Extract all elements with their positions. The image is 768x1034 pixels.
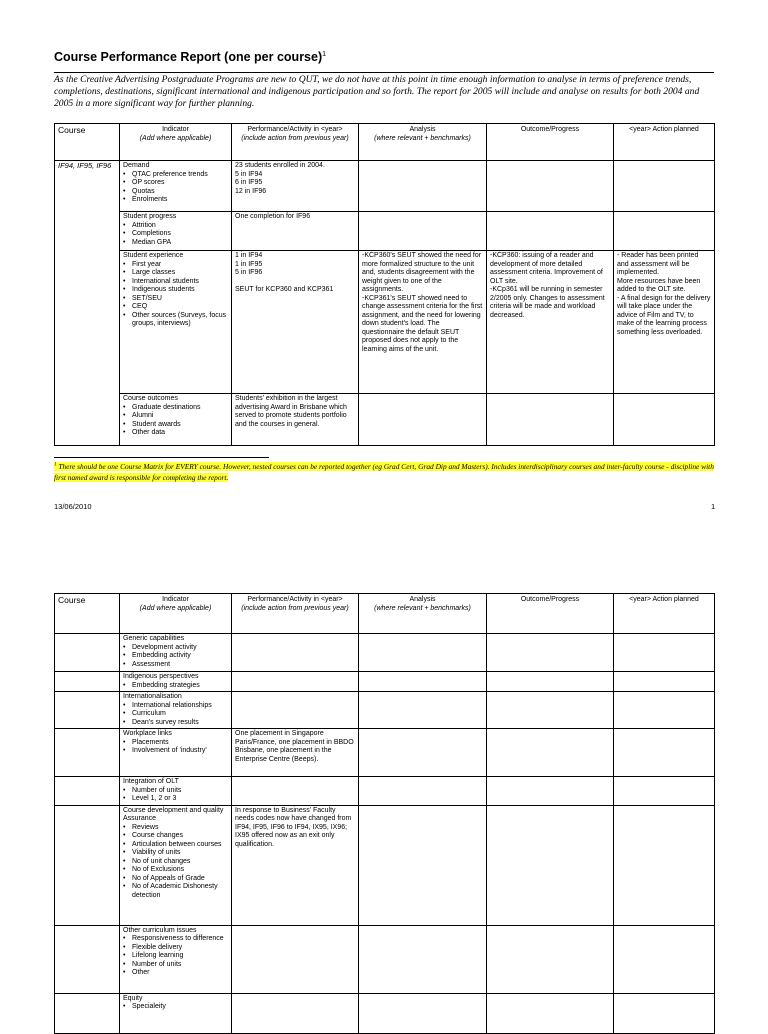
indicator-cell [120,634,232,672]
indicator-cell [120,672,232,692]
course-code: IF94, IF95, IF96 [58,161,112,170]
table-row [55,692,715,729]
indicator-bullet: • Other data [123,429,228,438]
indicator-bullet: • Course changes [123,832,228,841]
performance-cell [232,729,359,777]
indicator-bullet: • Articulation between courses [123,841,228,850]
indicator-bullet: • Reviews [123,824,228,833]
title-rule [54,72,714,73]
analysis-header-sub: (where relevant + benchmarks) [374,134,471,142]
performance-header-label: Performance/Activity in <year> [247,126,343,133]
outcome-cell [487,729,614,777]
indicator-title: Integration of OLT [123,778,179,785]
indicator-title: Course outcomes [123,395,178,402]
outcome-cell [487,161,614,212]
indicator-bullet-list [123,1003,228,1012]
indicator-bullet: • International relationships [123,702,228,711]
action-cell [614,672,715,692]
col-header-analysis [359,124,487,161]
indicator-bullet: • Involvement of 'industry' [123,747,228,756]
indicator-bullet: • Number of units [123,787,228,796]
outcome-cell [487,692,614,729]
analysis-cell [359,672,487,692]
outcome-cell [487,251,614,394]
footnote-highlight [54,462,714,482]
course-cell [55,925,120,993]
indicator-bullet: • Responsiveness to difference [123,935,228,944]
performance-cell [232,993,359,1033]
indicator-bullet: • Attrition [123,222,228,231]
analysis-cell [359,634,487,672]
indicator-header-sub: (Add where applicable) [139,604,212,612]
col-header-action [614,594,715,634]
action-cell [614,212,715,251]
performance-cell [232,161,359,212]
performance-cell [232,692,359,729]
indicator-cell [120,394,232,446]
outcome-header-label: Outcome/Progress [520,596,580,603]
table-row [55,777,715,806]
indicator-cell [120,925,232,993]
performance-cell [232,212,359,251]
indicator-bullet: • QTAC preference trends [123,171,228,180]
indicator-bullet: • Completions [123,230,228,239]
header-row [55,124,715,161]
indicator-bullet-list [123,935,228,978]
outcome-cell [487,672,614,692]
analysis-cell [359,394,487,446]
indicator-header-label: Indicator [162,126,189,133]
indicator-bullet-list [123,644,228,670]
table-row [55,925,715,993]
indicator-bullet: • OP scores [123,179,228,188]
analysis-cell [359,777,487,806]
col-header-action [614,124,715,161]
action-text: - Reader has been printed and assessment will be implemented. More resources have been added to the OLT site. - A final design for the delivery will take place under the advice of Film and TV, to make of the learning process something less overloaded. [617,252,711,336]
indicator-bullet: • Embedding activity [123,652,228,661]
indicator-title: Student experience [123,252,184,259]
page-title [54,50,326,64]
indicator-bullet: • Level 1, 2 or 3 [123,795,228,804]
indicator-bullet: • Large classes [123,269,228,278]
indicator-cell [120,993,232,1033]
performance-text: One placement in Singapore Paris/France, one placement in BBDO Brisbane, one placement in the Enterprise Centre (Beeps). [235,730,354,763]
footnote [54,460,714,483]
indicator-bullet: • Other [123,969,228,978]
action-cell [614,251,715,394]
indicator-bullet-list [123,739,228,756]
outcome-cell [487,394,614,446]
action-cell [614,394,715,446]
indicator-bullet: • Graduate destinations [123,404,228,413]
title-footnote-mark: 1 [322,50,327,58]
indicator-bullet: • No of Exclusions [123,866,228,875]
course-cell [55,634,120,672]
col-header-indicator [120,124,232,161]
analysis-cell [359,729,487,777]
indicator-bullet: • CEQ [123,303,228,312]
course-cell [55,993,120,1033]
indicator-title: Student progress [123,213,177,220]
indicator-title: Other curriculum issues [123,926,197,934]
table-row [55,212,715,251]
table-row [55,672,715,692]
course-cell [55,729,120,777]
footnote-rule [54,457,269,458]
outcome-cell [487,993,614,1033]
page-number: 1 [711,502,716,511]
indicator-cell [120,692,232,729]
indicator-title: Workplace links [123,730,172,737]
action-cell [614,805,715,925]
outcome-text: -KCP360: issuing of a reader and development of more detailed assessment criteria. Improvement of OLT site. -KCp361 will be running in semester 2/2005 only. Changes to assessment criteria will be made and workload decreased. [490,252,605,319]
indicator-cell [120,161,232,212]
col-header-course: Course [55,124,120,161]
indicator-bullet: • Dean's survey results [123,719,228,728]
indicator-bullet-list [123,787,228,804]
indicator-bullet: • No of Appeals of Grade [123,875,228,884]
action-cell [614,777,715,806]
indicator-cell [120,729,232,777]
indicator-bullet-list [123,222,228,248]
indicator-title: Indigenous perspectives [123,673,199,680]
action-header-label: <year> Action planned [629,596,699,603]
indicator-bullet-list [123,702,228,728]
performance-cell [232,925,359,993]
indicator-bullet-list [123,171,228,205]
outcome-header-label: Outcome/Progress [520,126,580,133]
indicator-bullet: • Specialeity [123,1003,228,1012]
action-cell [614,692,715,729]
action-cell [614,925,715,993]
indicator-bullet: • Placements [123,739,228,748]
indicator-cell [120,805,232,925]
indicator-cell [120,777,232,806]
col-header-course: Course [55,594,120,634]
action-cell [614,634,715,672]
indicator-bullet: • Indigenous students [123,286,228,295]
performance-text: One completion for IF96 [235,213,311,220]
indicator-title: Course development and quality Assurance [123,806,224,822]
action-cell [614,161,715,212]
performance-text: 1 in IF94 1 in IF95 5 in IF96 SEUT for KCP360 and KCP361 [235,252,334,293]
course-cell [55,161,120,446]
table-row [55,394,715,446]
indicator-bullet: • Student awards [123,421,228,430]
performance-table-page-2 [54,593,715,1034]
indicator-bullet: • Curriculum [123,710,228,719]
col-header-outcome [487,594,614,634]
indicator-bullet: • No of Academic Dishonesty detection [123,883,228,900]
indicator-bullet: • Lifelong learning [123,952,228,961]
indicator-title: Generic capabilities [123,635,185,642]
col-header-indicator [120,594,232,634]
col-header-performance [232,124,359,161]
performance-table-page-1 [54,123,715,446]
footnote-mark: 1 [54,463,57,468]
analysis-cell [359,692,487,729]
performance-text: Students' exhibition in the largest advertising Award in Brisbane which served to promote students portfolio and the courses in general. [235,395,347,428]
course-cell [55,805,120,925]
course-cell [55,672,120,692]
action-cell [614,993,715,1033]
indicator-bullet: • Median GPA [123,239,228,248]
table-row [55,634,715,672]
page-date: 13/06/2010 [54,502,92,511]
indicator-bullet-list [123,261,228,329]
indicator-bullet: • Number of units [123,961,228,970]
analysis-cell [359,925,487,993]
course-cell [55,692,120,729]
indicator-bullet: • Embedding strategies [123,682,228,691]
analysis-header-label: Analysis [409,126,436,133]
table-row [55,993,715,1033]
outcome-cell [487,212,614,251]
outcome-cell [487,634,614,672]
header-row [55,594,715,634]
table-row [55,729,715,777]
indicator-title: Demand [123,162,150,169]
analysis-header-label: Analysis [409,596,436,603]
indicator-header-sub: (Add where applicable) [139,134,212,142]
indicator-bullet: • Development activity [123,644,228,653]
performance-header-sub: (include action from previous year) [241,134,349,142]
intro-paragraph: As the Creative Advertising Postgraduate Programs are new to QUT, we do not have at this point in time enough information to analyse in terms of preference trends, completions, destinations, significant international and indigenous participation and so forth. The report for 2005 will include and analyse on results for both 2004 and 2005 in a more significant way for further planning. [54,74,700,109]
col-header-outcome [487,124,614,161]
performance-cell [232,672,359,692]
indicator-cell [120,251,232,394]
footnote-text: There should be one Course Matrix for EVERY course. However, nested courses can be reported together (eg Grad Cert, Grad Dip and Masters). Includes interdisciplinary courses and inter-faculty course - discipline with first named award is responsible for completing the report. [54,462,714,483]
performance-cell [232,394,359,446]
performance-cell [232,777,359,806]
performance-text: 23 students enrolled in 2004. 5 in IF94 6 in IF95 12 in IF96 [235,162,325,195]
page-title-text: Course Performance Report (one per course) [54,50,323,64]
performance-cell [232,805,359,925]
col-header-analysis [359,594,487,634]
performance-header-label: Performance/Activity in <year> [247,596,343,603]
indicator-bullet: • First year [123,261,228,270]
outcome-cell [487,805,614,925]
action-header-label: <year> Action planned [629,126,699,133]
indicator-bullet: • Assessment [123,661,228,670]
indicator-bullet: • Enrolments [123,196,228,205]
indicator-bullet: • Quotas [123,188,228,197]
indicator-bullet: • SET/SEU [123,295,228,304]
indicator-bullet-list [123,824,228,901]
action-cell [614,729,715,777]
indicator-bullet: • Other sources (Surveys, focus groups, interviews) [123,312,228,329]
indicator-bullet: • Alumni [123,412,228,421]
performance-text: In response to Business' Faculty needs codes now have changed from IF94, IF95, IF96 to IF94, IX95, IX96; IX95 offered now as an exit only qualification. [235,806,352,848]
indicator-cell [120,212,232,251]
analysis-cell [359,212,487,251]
outcome-cell [487,925,614,993]
page-separator [0,545,768,546]
course-cell [55,777,120,806]
outcome-cell [487,777,614,806]
indicator-bullet: • No of unit changes [123,858,228,867]
performance-cell [232,251,359,394]
analysis-text: -KCP360's SEUT showed the need for more formalized structure to the unit and, students disagreement with the weight given to one of the assignments. -KCP361's SEUT showed need to change assessment criteria for the first assignment, and the need for lowering down student's load. The questionnaire the default SEUT proposed does not apply to the learning aims of the unit. [362,252,483,353]
indicator-title: Equity [123,994,143,1002]
indicator-bullet: • International students [123,278,228,287]
indicator-header-label: Indicator [162,596,189,603]
indicator-bullet-list [123,404,228,438]
analysis-cell [359,251,487,394]
performance-cell [232,634,359,672]
indicator-bullet: • Viability of units [123,849,228,858]
analysis-header-sub: (where relevant + benchmarks) [374,604,471,612]
indicator-title: Internationalisation [123,693,182,700]
indicator-bullet: • Flexible delivery [123,944,228,953]
col-header-performance [232,594,359,634]
performance-header-sub: (include action from previous year) [241,604,349,612]
analysis-cell [359,993,487,1033]
table-row [55,161,715,212]
table-row [55,805,715,925]
analysis-cell [359,161,487,212]
indicator-bullet-list [123,682,228,691]
analysis-cell [359,805,487,925]
table-row [55,251,715,394]
